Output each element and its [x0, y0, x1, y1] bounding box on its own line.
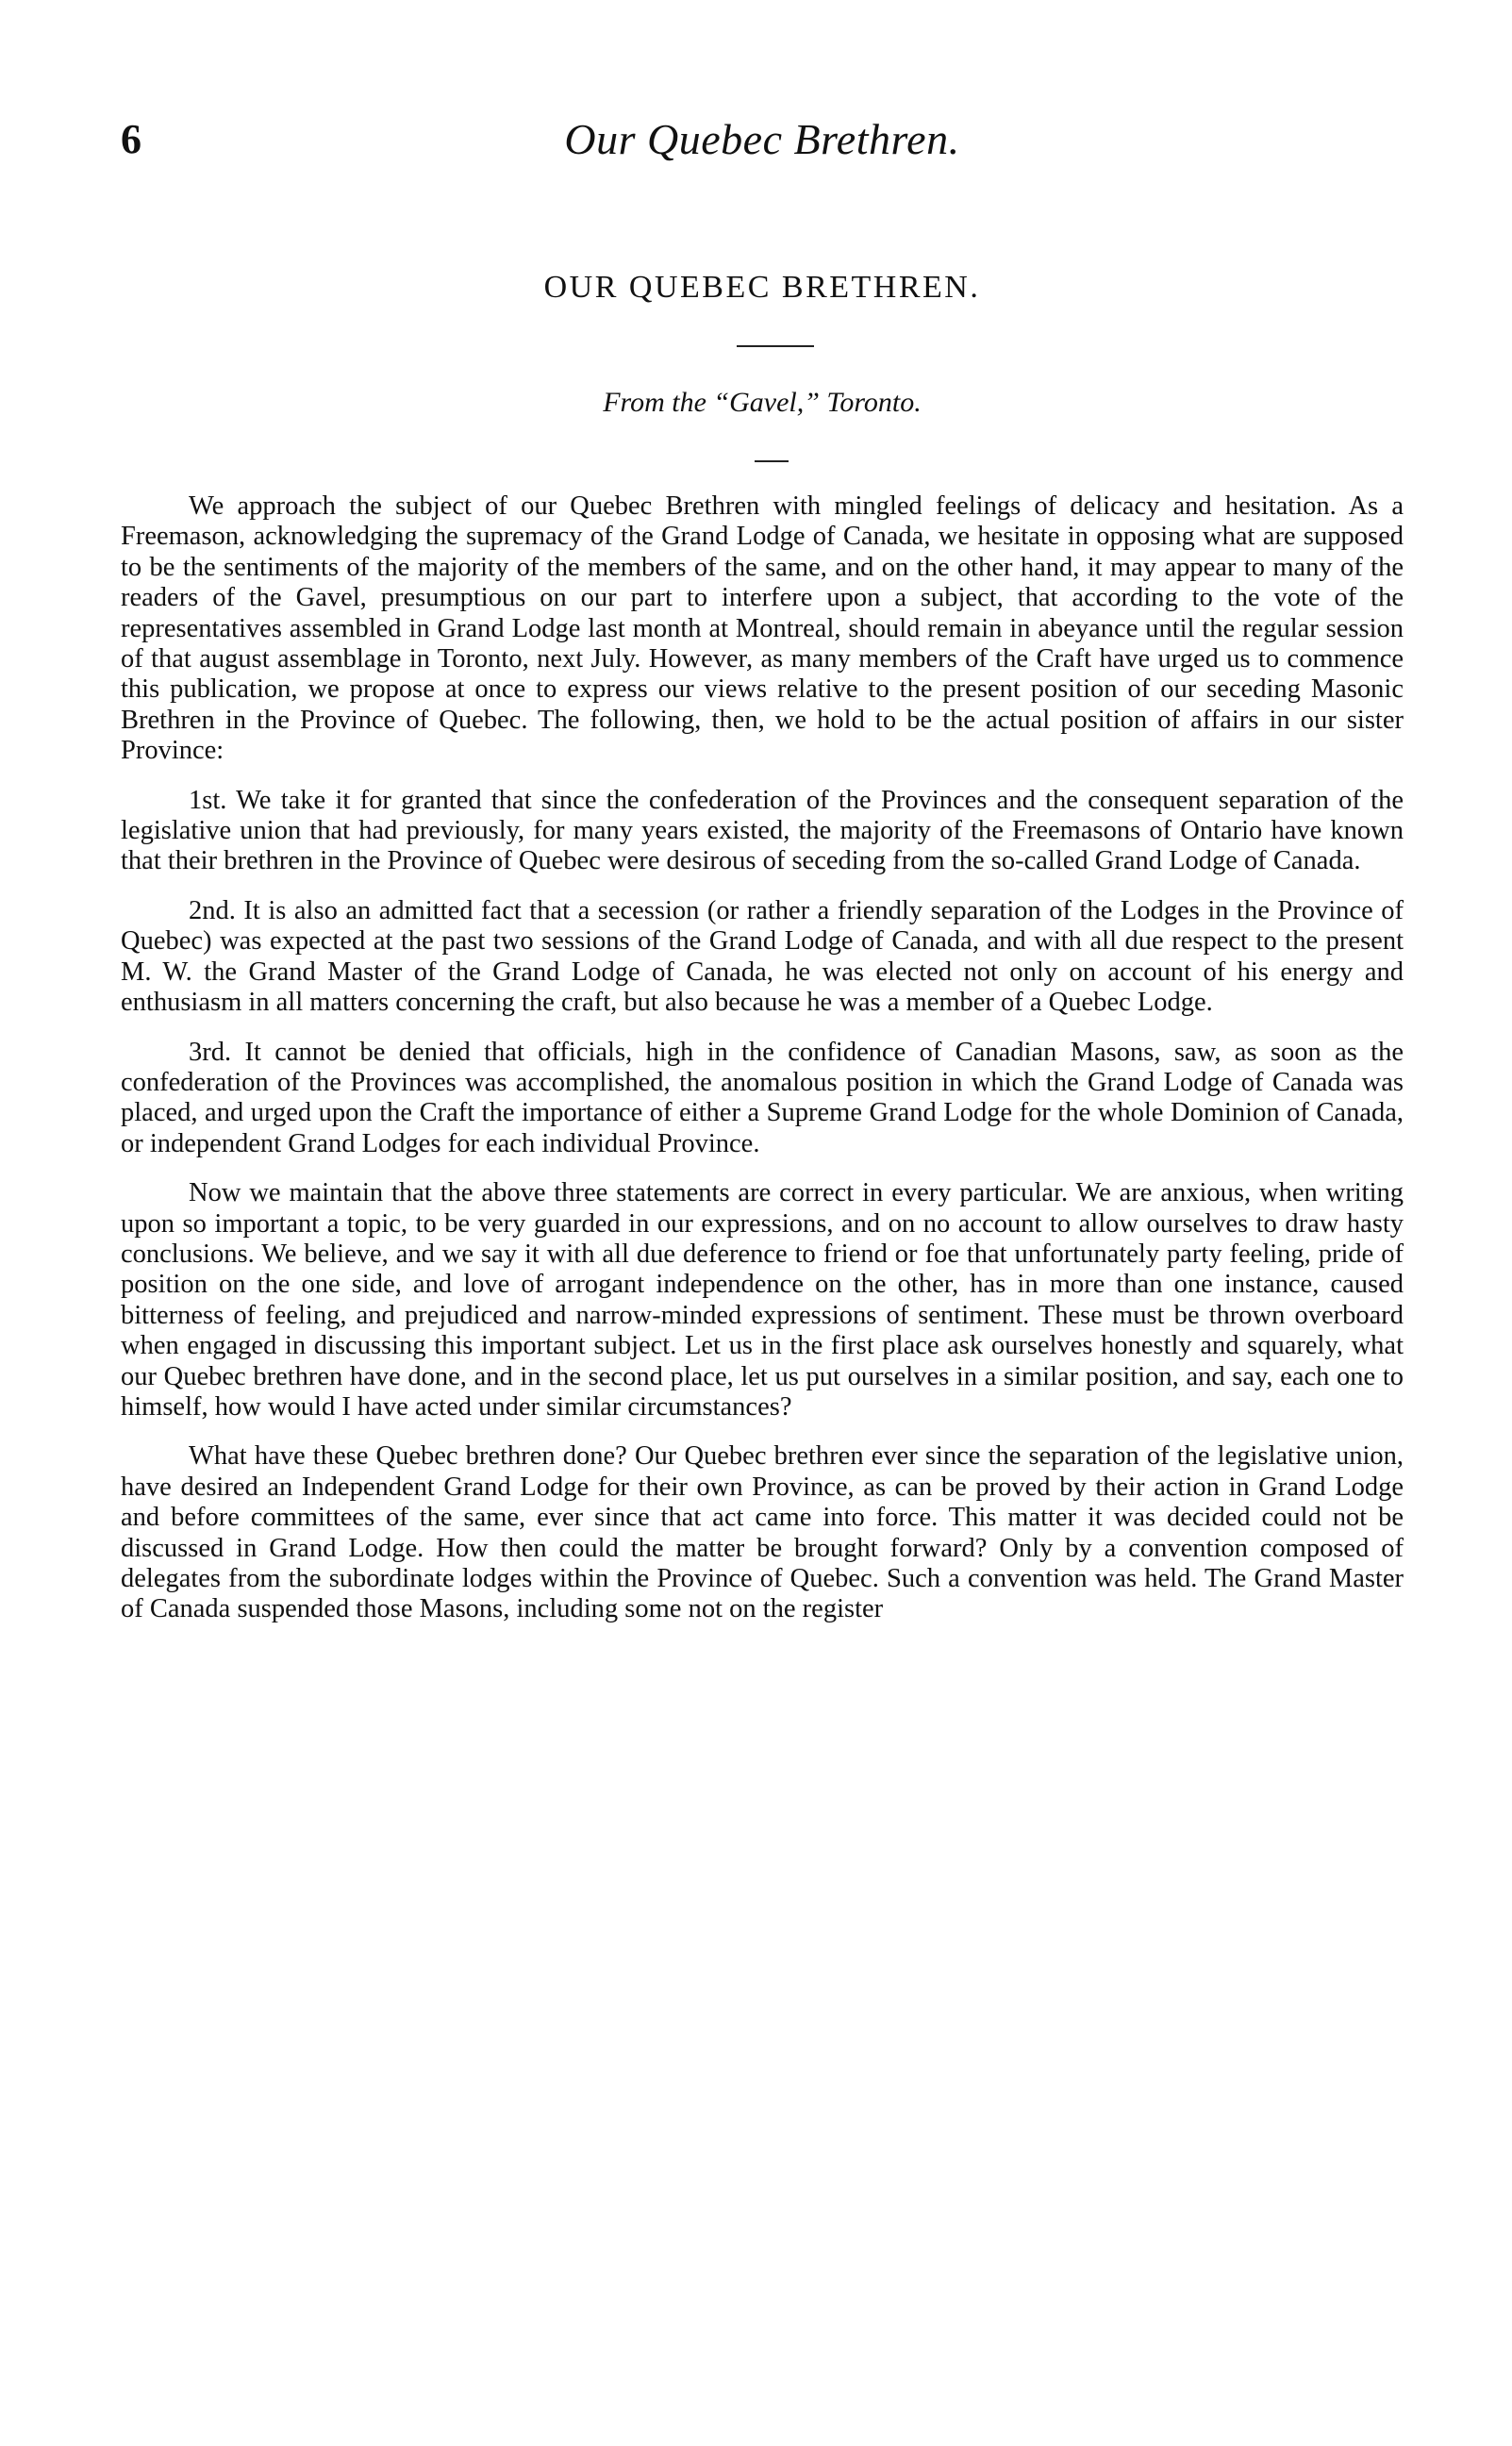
running-title: Our Quebec Brethren. — [564, 115, 960, 163]
paragraph-intro: We approach the subject of our Quebec Brethren with mingled feelings of delicacy and hesitation. As a Freemason, acknowledging the supremacy of the Grand Lodge of Canada, we hesitate in opposing what are supposed to be the sentiments of the majority of the members of the same, and on the other hand, it may appear to many of the readers of the Gavel, presumptious on our part to interfere upon a subject, that according to the vote of the representatives assembled in Grand Lodge last month at Montreal, should remain in abeyance until the regular session of that august assemblage in Toronto, next July. However, as many members of the Craft have urged us to commence this publication, we propose at once to express our views relative to the present position of our seceding Masonic Brethren in the Province of Quebec. The following, then, we hold to be the actual position of affairs in our sister Province: — [121, 491, 1404, 766]
running-head — [121, 111, 1404, 168]
page-number: 6 — [121, 116, 141, 162]
title-divider — [737, 345, 814, 347]
source-divider — [755, 460, 789, 462]
article-body — [121, 491, 1404, 1644]
paragraph-third-point: 3rd. It cannot be denied that officials, high in the confidence of Canadian Masons, saw, as soon as the confederation of the Provinces was accomplished, the anomalous position in which the Grand Lodge of Canada was placed, and urged upon the Craft the importance of either a Supreme Grand Lodge for the whole Dominion of Canada, or independent Grand Lodges for each individual Province. — [121, 1037, 1404, 1158]
article-title: OUR QUEBEC BRETHREN. — [543, 270, 981, 305]
paragraph-first-point: 1st. We take it for granted that since the confederation of the Provinces and the consequent separation of the legislative union that had previously, for many years existed, the majority of the Freemasons of Ontario have known that their brethren in the Province of Quebec were desirous of seceding from the so-called Grand Lodge of Canada. — [121, 785, 1404, 876]
paragraph-what-done: What have these Quebec brethren done? Our Quebec brethren ever since the separation of the legislative union, have desired an Independent Grand Lodge for their own Province, as can be proved by their action in Grand Lodge and before committees of the same, ever since that act came into force. This matter it was decided could not be discussed in Grand Lodge. How then could the matter be brought forward? Only by a convention composed of delegates from the subordinate lodges within the Province of Quebec. Such a convention was held. The Grand Master of Canada suspended those Masons, including some not on the register — [121, 1441, 1404, 1624]
paragraph-maintain: Now we maintain that the above three statements are correct in every particular. We are anxious, when writing upon so important a topic, to be very guarded in our expressions, and on no account to allow ourselves to draw hasty conclusions. We believe, and we say it with all due deference to friend or foe that unfortunately party feeling, pride of position on the one side, and love of arrogant independence on the other, has in more than one instance, caused bitterness of feeling, and prejudiced and narrow-minded expressions of sentiment. These must be thrown overboard when engaged in discussing this important subject. Let us in the first place ask ourselves honestly and squarely, what our Quebec brethren have done, and in the second place, let us put ourselves in a similar position, and say, each one to himself, how would I have acted under similar circumstances? — [121, 1178, 1404, 1422]
paragraph-second-point: 2nd. It is also an admitted fact that a secession (or rather a friendly separation of the Lodges in the Province of Quebec) was expected at the past two sessions of the Grand Lodge of Canada, and with all due respect to the present M. W. the Grand Master of the Grand Lodge of Canada, he was elected not only on account of his energy and enthusiasm in all matters concerning the craft, but also because he was a member of a Quebec Lodge. — [121, 895, 1404, 1018]
source-line: From the “Gavel,” Toronto. — [603, 387, 922, 418]
